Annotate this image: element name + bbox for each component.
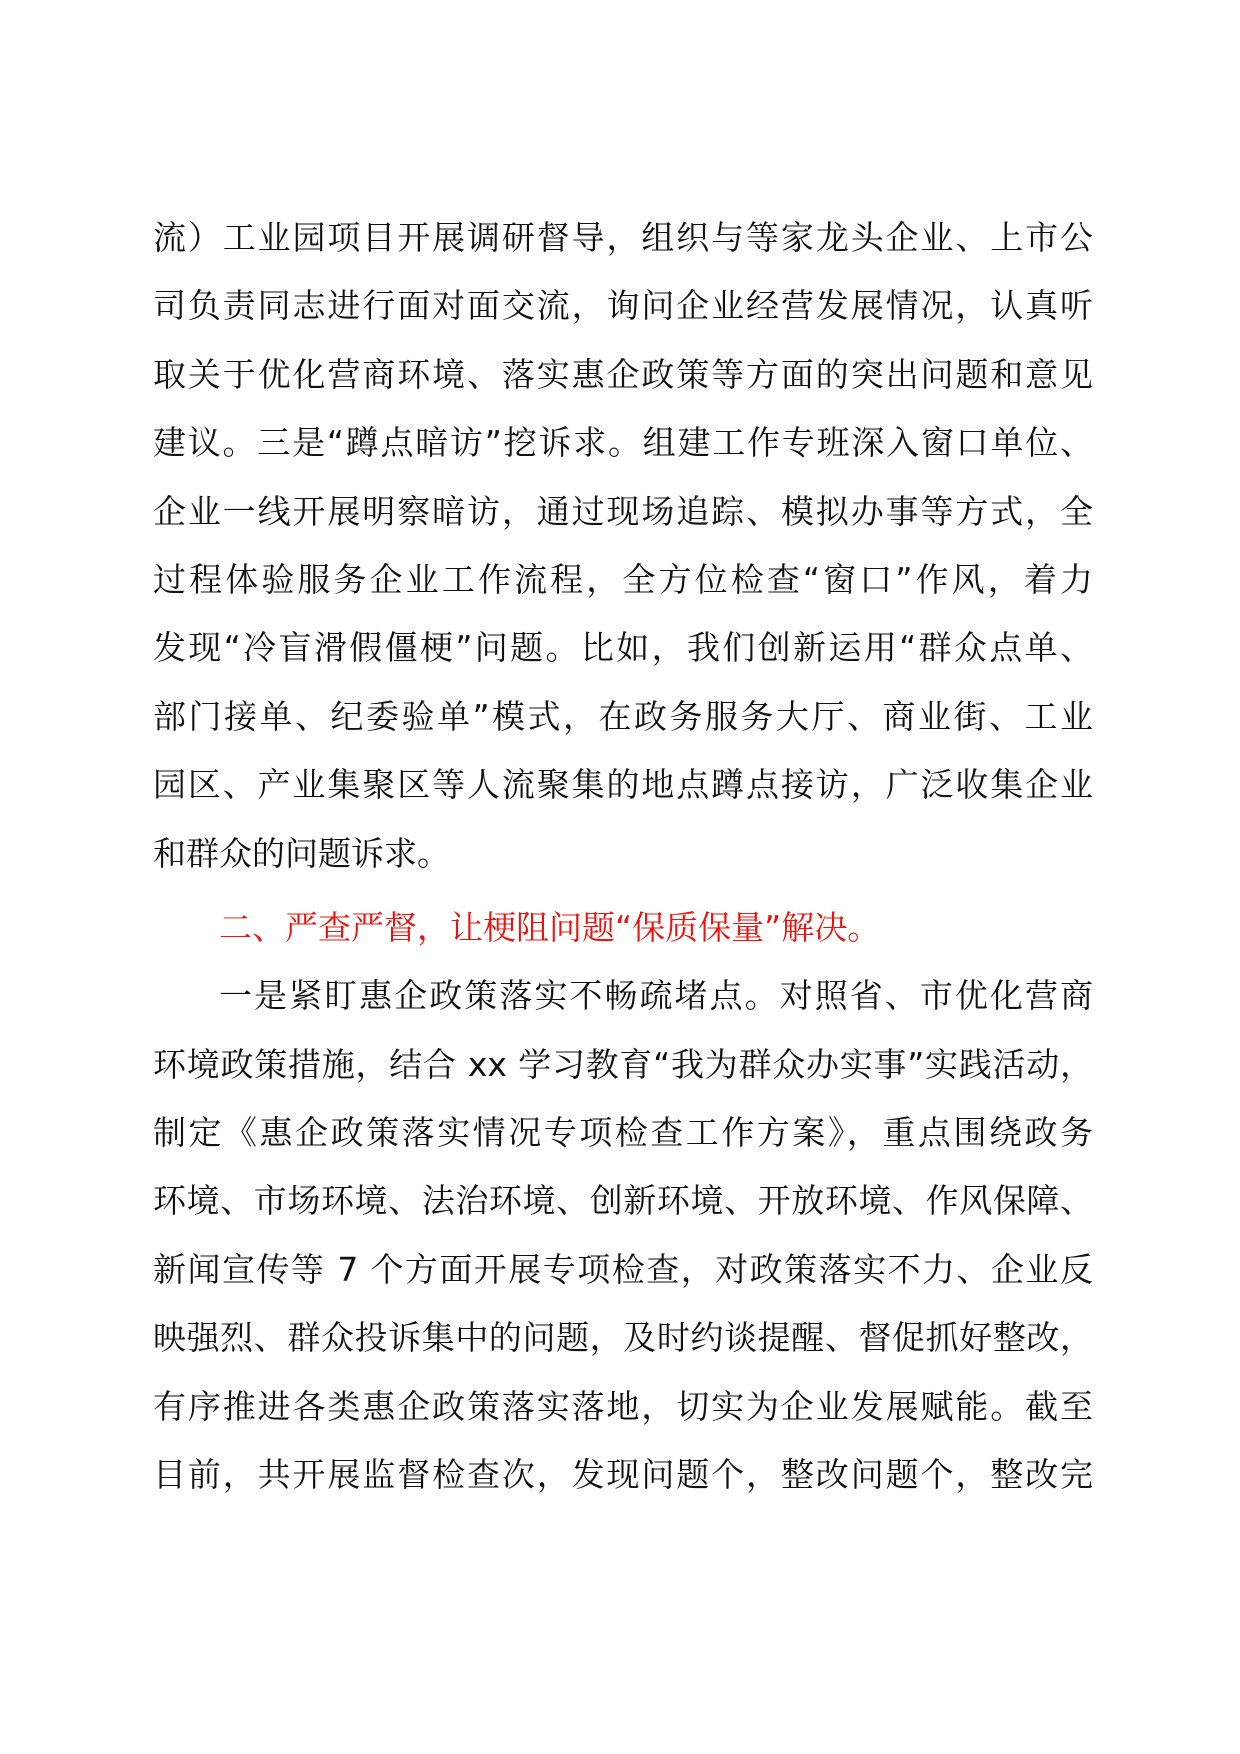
- paragraph-line: 取关于优化营商环境、落实惠企政策等方面的突出问题和意见: [153, 354, 1093, 394]
- section-heading: 二、严查严督，让梗阻问题“保质保量”解决。: [219, 907, 881, 947]
- paragraph-line: 一是紧盯惠企政策落实不畅疏堵点。对照省、市优化营商: [219, 976, 1093, 1016]
- paragraph-line: 流）工业园项目开展调研督导，组织与等家龙头企业、上市公: [153, 218, 1093, 257]
- paragraph-line: 园区、产业集聚区等人流聚集的地点蹲点接访，广泛收集企业: [153, 765, 1093, 805]
- paragraph-line: 环境政策措施，结合 xx 学习教育“我为群众办实事”实践活动，: [153, 1044, 1093, 1084]
- paragraph-line: 建议。三是“蹲点暗访”挖诉求。组建工作专班深入窗口单位、: [153, 423, 1093, 463]
- paragraph-line: 企业一线开展明察暗访，通过现场追踪、模拟办事等方式，全: [153, 491, 1093, 531]
- paragraph-line: 环境、市场环境、法治环境、创新环境、开放环境、作风保障、: [153, 1181, 1093, 1221]
- paragraph-line: 映强烈、群众投诉集中的问题，及时约谈提醒、督促抓好整改，: [153, 1318, 1093, 1358]
- paragraph-1: [153, 204, 1093, 888]
- paragraph-line: 部门接单、纪委验单”模式，在政务服务大厅、商业街、工业: [153, 696, 1093, 736]
- document-body: [153, 204, 1093, 1509]
- paragraph-line: 司负责同志进行面对面交流，询问企业经营发展情况，认真听: [153, 286, 1093, 326]
- paragraph-line: 新闻宣传等 7 个方面开展专项检查，对政策落实不力、企业反: [153, 1249, 1093, 1289]
- paragraph-line: 和群众的问题诉求。: [153, 833, 450, 873]
- paragraph-line: 发现“冷盲滑假僵梗”问题。比如，我们创新运用“群众点单、: [153, 628, 1093, 668]
- paragraph-line: 过程体验服务企业工作流程，全方位检查“窗口”作风，着力: [153, 559, 1093, 599]
- paragraph-line: 目前，共开展监督检查次，发现问题个，整改问题个，整改完: [153, 1455, 1093, 1495]
- paragraph-line: 有序推进各类惠企政策落实落地，切实为企业发展赋能。截至: [153, 1386, 1093, 1426]
- paragraph-line: 制定《惠企政策落实情况专项检查工作方案》，重点围绕政务: [153, 1113, 1093, 1153]
- paragraph-2: [153, 962, 1093, 1509]
